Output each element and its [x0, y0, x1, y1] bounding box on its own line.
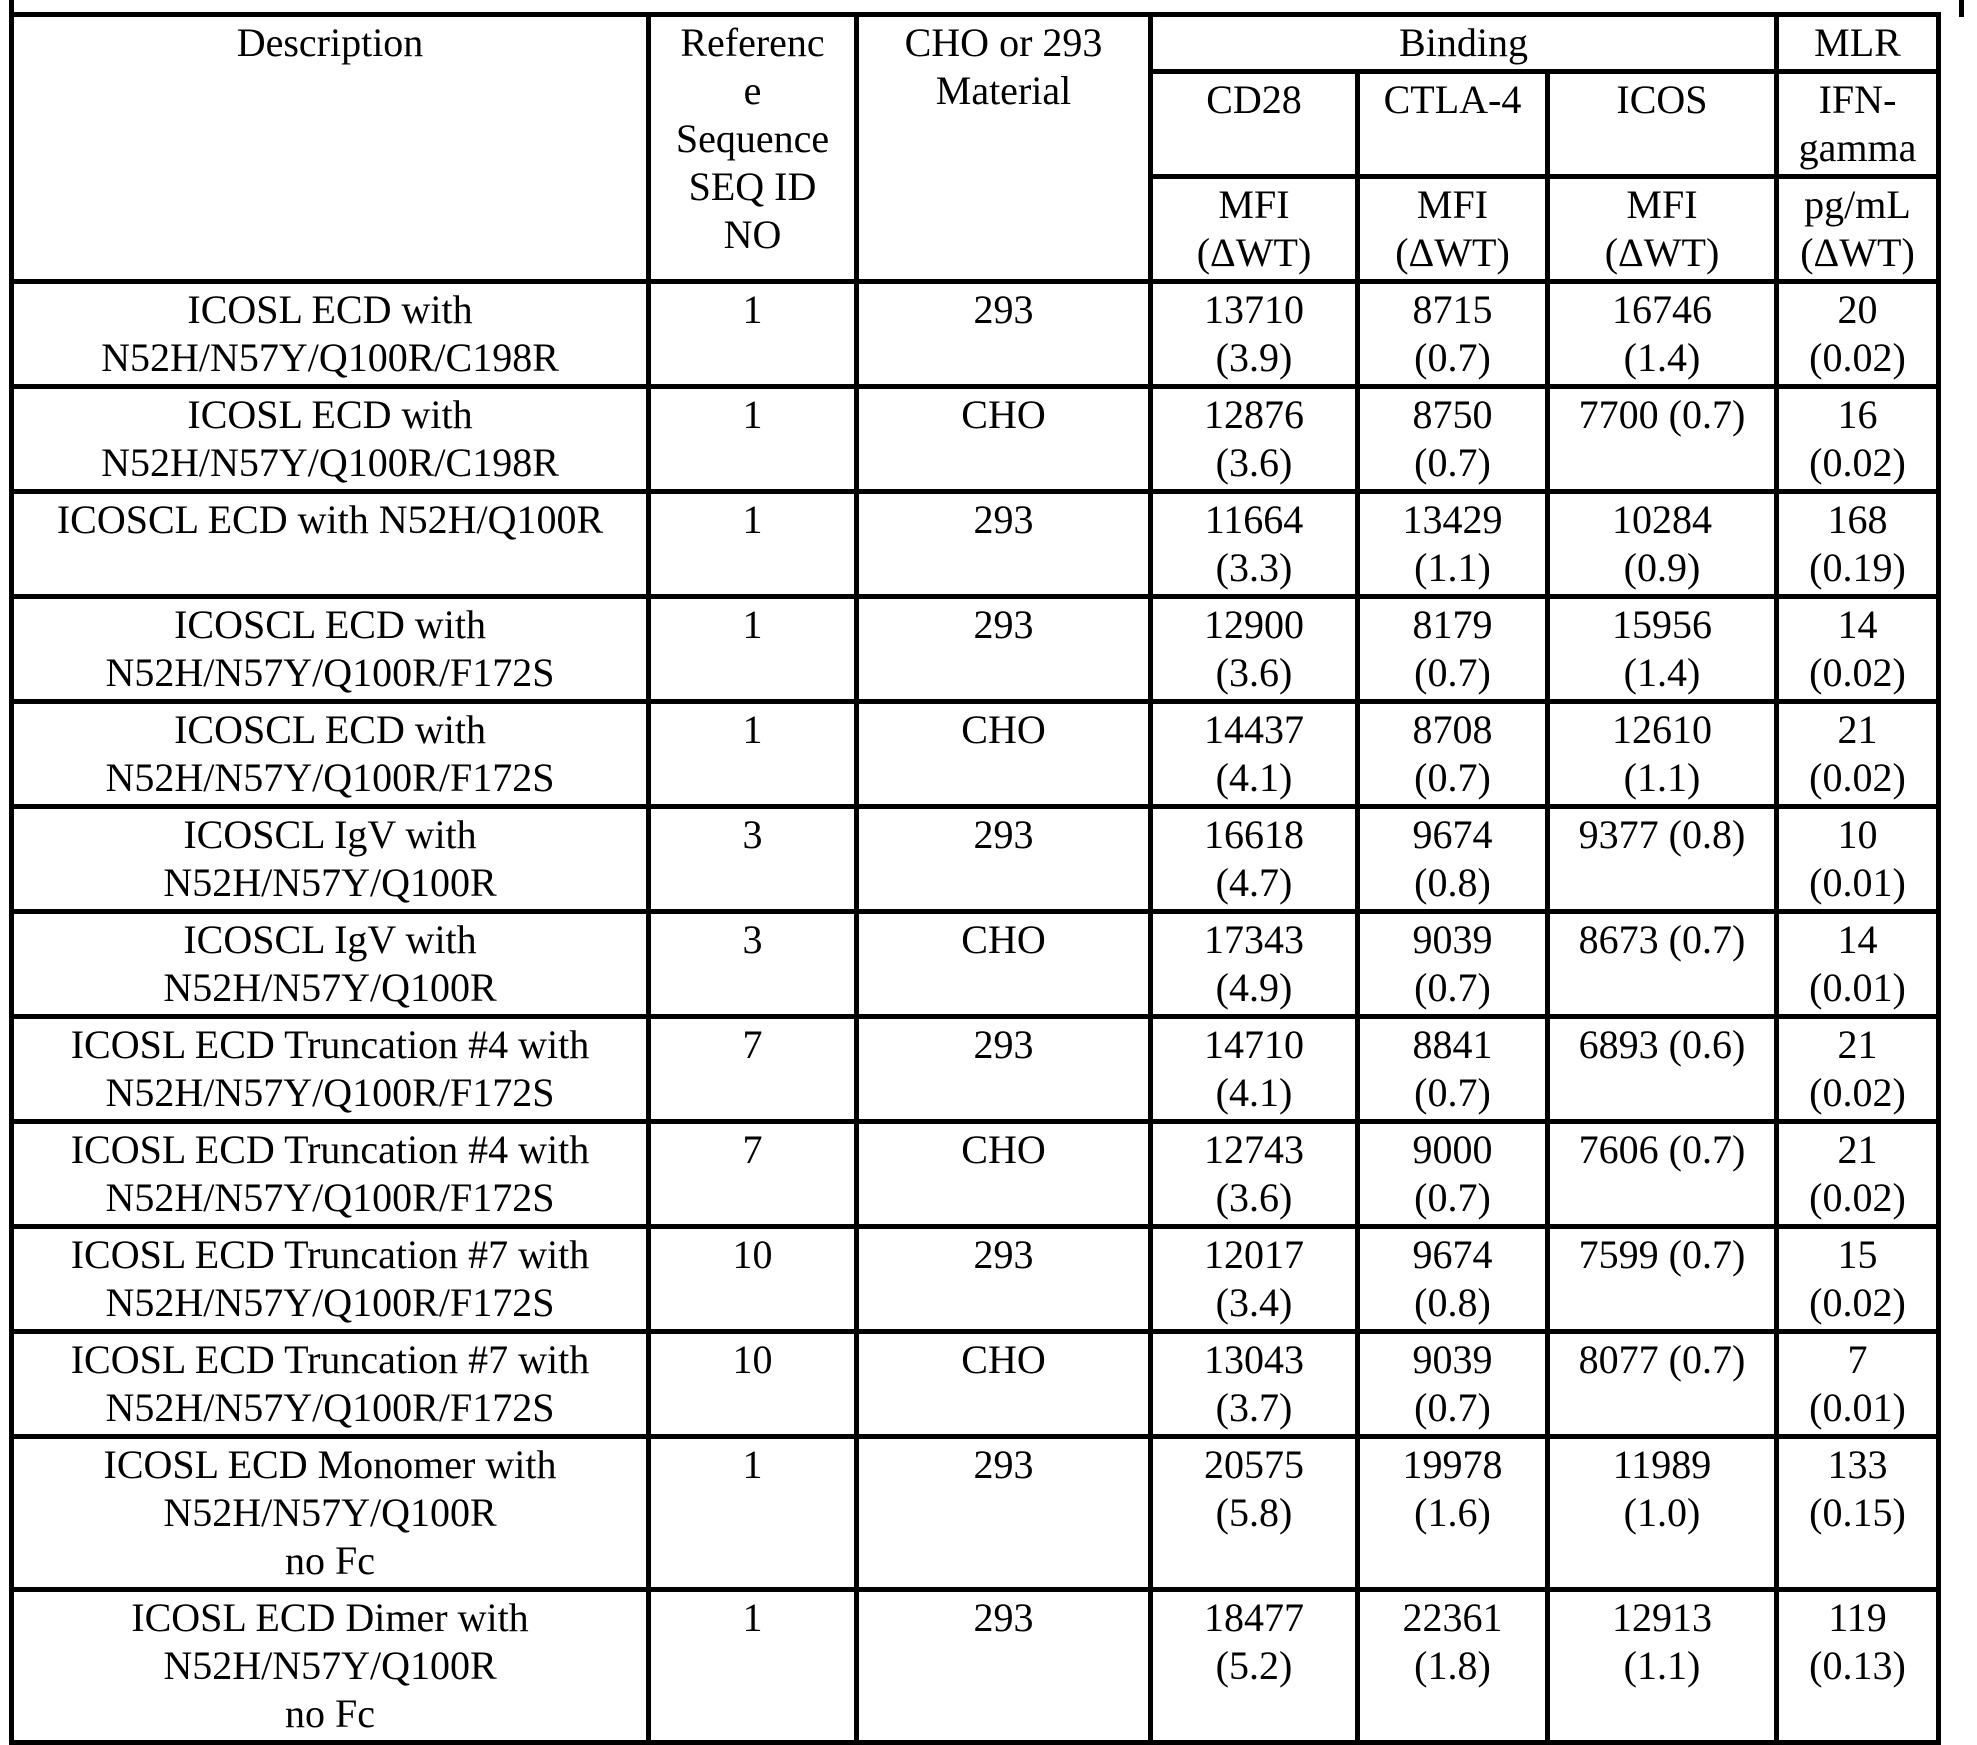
cell-ifn-gamma: 168 (0.19): [1777, 492, 1939, 597]
cell-seq-id: 1: [649, 282, 857, 387]
cell-seq-id: 7: [649, 1122, 857, 1227]
cell-ifn-gamma: 21 (0.02): [1777, 1017, 1939, 1122]
cell-description: ICOSL ECD Truncation #7 with N52H/N57Y/Q100R/F172S: [12, 1227, 649, 1332]
col-unit-ifn-pgml: pg/mL (ΔWT): [1777, 177, 1939, 282]
table-row: [12, 1590, 1939, 1743]
col-unit-icos-mfi: MFI (ΔWT): [1548, 177, 1777, 282]
cell-description: ICOSL ECD Truncation #7 with N52H/N57Y/Q100R/F172S: [12, 1332, 649, 1437]
cell-icos-mfi: 7606 (0.7): [1548, 1122, 1777, 1227]
cell-material: CHO: [857, 702, 1151, 807]
cell-description: ICOSL ECD with N52H/N57Y/Q100R/C198R: [12, 387, 649, 492]
cell-ifn-gamma: 15 (0.02): [1777, 1227, 1939, 1332]
cell-cd28-mfi: 14437 (4.1): [1151, 702, 1358, 807]
cell-cd28-mfi: 12017 (3.4): [1151, 1227, 1358, 1332]
cell-seq-id: 3: [649, 912, 857, 1017]
table-row: [12, 387, 1939, 492]
cell-seq-id: 1: [649, 492, 857, 597]
cell-icos-mfi: 9377 (0.8): [1548, 807, 1777, 912]
cell-icos-mfi: 11989 (1.0): [1548, 1437, 1777, 1590]
cell-icos-mfi: 15956 (1.4): [1548, 597, 1777, 702]
cell-icos-mfi: 8673 (0.7): [1548, 912, 1777, 1017]
cell-seq-id: 3: [649, 807, 857, 912]
cell-description: ICOSCL ECD with N52H/N57Y/Q100R/F172S: [12, 702, 649, 807]
cell-material: 293: [857, 1227, 1151, 1332]
cell-ctla4-mfi: 9039 (0.7): [1358, 912, 1548, 1017]
cell-seq-id: 10: [649, 1227, 857, 1332]
cell-cd28-mfi: 17343 (4.9): [1151, 912, 1358, 1017]
col-group-binding: Binding: [1151, 15, 1777, 72]
cell-ctla4-mfi: 13429 (1.1): [1358, 492, 1548, 597]
table-row: [12, 912, 1939, 1017]
cell-icos-mfi: 12913 (1.1): [1548, 1590, 1777, 1743]
cell-material: 293: [857, 282, 1151, 387]
cell-seq-id: 7: [649, 1017, 857, 1122]
table-row: [12, 1017, 1939, 1122]
table-row: [12, 597, 1939, 702]
cell-ifn-gamma: 119 (0.13): [1777, 1590, 1939, 1743]
col-header-icos: ICOS: [1548, 72, 1777, 177]
cell-icos-mfi: 6893 (0.6): [1548, 1017, 1777, 1122]
cell-ifn-gamma: 14 (0.02): [1777, 597, 1939, 702]
cell-cd28-mfi: 12743 (3.6): [1151, 1122, 1358, 1227]
cell-cd28-mfi: 16618 (4.7): [1151, 807, 1358, 912]
cell-seq-id: 1: [649, 387, 857, 492]
cell-icos-mfi: 10284 (0.9): [1548, 492, 1777, 597]
table-header: [12, 15, 1939, 282]
cell-ctla4-mfi: 8841 (0.7): [1358, 1017, 1548, 1122]
cell-ifn-gamma: 7 (0.01): [1777, 1332, 1939, 1437]
cell-cd28-mfi: 12876 (3.6): [1151, 387, 1358, 492]
cell-ifn-gamma: 21 (0.02): [1777, 1122, 1939, 1227]
cell-ifn-gamma: 20 (0.02): [1777, 282, 1939, 387]
cell-cd28-mfi: 14710 (4.1): [1151, 1017, 1358, 1122]
cell-ctla4-mfi: 9000 (0.7): [1358, 1122, 1548, 1227]
table-row: [12, 1332, 1939, 1437]
cell-description: ICOSCL IgV with N52H/N57Y/Q100R: [12, 807, 649, 912]
table-row: [12, 1227, 1939, 1332]
cell-ctla4-mfi: 9674 (0.8): [1358, 1227, 1548, 1332]
table-body: [12, 282, 1939, 1743]
table-row: [12, 807, 1939, 912]
col-header-material: CHO or 293 Material: [857, 15, 1151, 282]
cell-ctla4-mfi: 8750 (0.7): [1358, 387, 1548, 492]
cell-material: 293: [857, 1437, 1151, 1590]
cell-material: 293: [857, 1590, 1151, 1743]
table-row: [12, 282, 1939, 387]
col-unit-ctla4-mfi: MFI (ΔWT): [1358, 177, 1548, 282]
col-group-mlr: MLR: [1777, 15, 1939, 72]
table-row: [12, 1122, 1939, 1227]
cell-ifn-gamma: 10 (0.01): [1777, 807, 1939, 912]
col-header-reference-seq-id: Referenc e Sequence SEQ ID NO: [649, 15, 857, 282]
cell-material: CHO: [857, 912, 1151, 1017]
cell-icos-mfi: 7700 (0.7): [1548, 387, 1777, 492]
cell-material: CHO: [857, 1332, 1151, 1437]
cell-ctla4-mfi: 9039 (0.7): [1358, 1332, 1548, 1437]
cell-description: ICOSL ECD Truncation #4 with N52H/N57Y/Q100R/F172S: [12, 1122, 649, 1227]
cell-seq-id: 1: [649, 1437, 857, 1590]
cell-cd28-mfi: 11664 (3.3): [1151, 492, 1358, 597]
cell-cd28-mfi: 13710 (3.9): [1151, 282, 1358, 387]
cell-icos-mfi: 16746 (1.4): [1548, 282, 1777, 387]
cell-ctla4-mfi: 8179 (0.7): [1358, 597, 1548, 702]
cell-material: 293: [857, 1017, 1151, 1122]
col-header-description: Description: [12, 15, 649, 282]
col-header-ctla4: CTLA-4: [1358, 72, 1548, 177]
cell-description: ICOSL ECD with N52H/N57Y/Q100R/C198R: [12, 282, 649, 387]
cell-seq-id: 1: [649, 1590, 857, 1743]
cell-icos-mfi: 8077 (0.7): [1548, 1332, 1777, 1437]
cell-description: ICOSL ECD Monomer with N52H/N57Y/Q100R no Fc: [12, 1437, 649, 1590]
cell-cd28-mfi: 20575 (5.8): [1151, 1437, 1358, 1590]
header-row-groups: [12, 15, 1939, 72]
cell-seq-id: 10: [649, 1332, 857, 1437]
cell-ctla4-mfi: 9674 (0.8): [1358, 807, 1548, 912]
cell-ifn-gamma: 16 (0.02): [1777, 387, 1939, 492]
col-header-cd28: CD28: [1151, 72, 1358, 177]
cell-icos-mfi: 12610 (1.1): [1548, 702, 1777, 807]
cell-description: ICOSCL ECD with N52H/Q100R: [12, 492, 649, 597]
cell-ctla4-mfi: 8708 (0.7): [1358, 702, 1548, 807]
cell-ctla4-mfi: 22361 (1.8): [1358, 1590, 1548, 1743]
table-row: [12, 492, 1939, 597]
right-border-stub: [1959, 0, 1964, 17]
table-row: [12, 702, 1939, 807]
cell-material: 293: [857, 492, 1151, 597]
cell-seq-id: 1: [649, 597, 857, 702]
cell-ctla4-mfi: 8715 (0.7): [1358, 282, 1548, 387]
cell-description: ICOSCL ECD with N52H/N57Y/Q100R/F172S: [12, 597, 649, 702]
cell-ctla4-mfi: 19978 (1.6): [1358, 1437, 1548, 1590]
cell-description: ICOSL ECD Dimer with N52H/N57Y/Q100R no Fc: [12, 1590, 649, 1743]
cell-cd28-mfi: 13043 (3.7): [1151, 1332, 1358, 1437]
cell-ifn-gamma: 21 (0.02): [1777, 702, 1939, 807]
table-row: [12, 1437, 1939, 1590]
cell-material: 293: [857, 597, 1151, 702]
cell-seq-id: 1: [649, 702, 857, 807]
cell-material: CHO: [857, 1122, 1151, 1227]
cell-ifn-gamma: 14 (0.01): [1777, 912, 1939, 1017]
col-unit-cd28-mfi: MFI (ΔWT): [1151, 177, 1358, 282]
cell-description: ICOSL ECD Truncation #4 with N52H/N57Y/Q100R/F172S: [12, 1017, 649, 1122]
cell-ifn-gamma: 133 (0.15): [1777, 1437, 1939, 1590]
cell-material: 293: [857, 807, 1151, 912]
cell-icos-mfi: 7599 (0.7): [1548, 1227, 1777, 1332]
cell-cd28-mfi: 18477 (5.2): [1151, 1590, 1358, 1743]
binding-mlr-data-table: [9, 12, 1941, 1745]
col-header-ifn-gamma: IFN- gamma: [1777, 72, 1939, 177]
cell-description: ICOSCL IgV with N52H/N57Y/Q100R: [12, 912, 649, 1017]
cell-cd28-mfi: 12900 (3.6): [1151, 597, 1358, 702]
cell-material: CHO: [857, 387, 1151, 492]
